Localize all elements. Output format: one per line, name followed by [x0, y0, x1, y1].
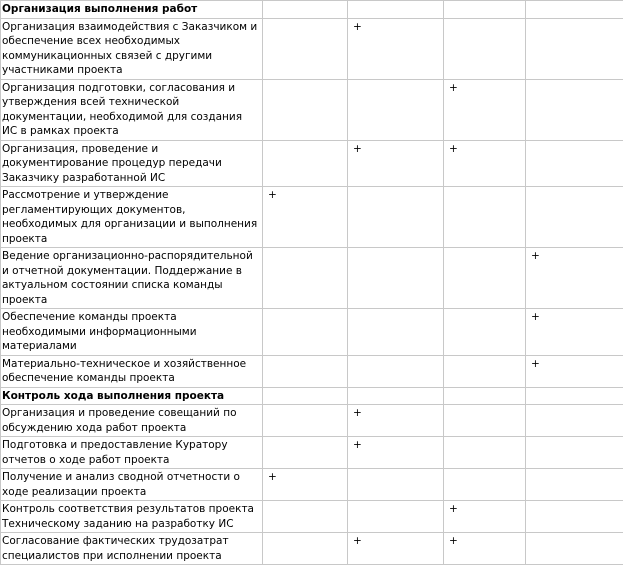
responsibility-cell [444, 405, 526, 437]
table-row [1, 140, 623, 187]
responsibility-cell [526, 187, 623, 248]
responsibility-cell [526, 405, 623, 437]
task-description: Организация подготовки, согласования и утверждения всей технической документации, необходимой для создания ИС в рамках проекта [1, 79, 263, 140]
task-description: Согласование фактических трудозатрат специалистов при исполнении проекта [1, 533, 263, 565]
table-row [1, 79, 623, 140]
responsibility-cell [263, 533, 348, 565]
responsibility-cell [526, 437, 623, 469]
responsibility-cell [263, 387, 348, 405]
responsibility-cell [526, 79, 623, 140]
responsibility-cell [263, 140, 348, 187]
responsibility-cell [348, 309, 444, 356]
responsibility-cell [526, 387, 623, 405]
section-header-row [1, 387, 623, 405]
table-row [1, 248, 623, 309]
section-title: Контроль хода выполнения проекта [1, 387, 263, 405]
responsibility-cell [348, 248, 444, 309]
section-header-row [1, 1, 623, 19]
responsibility-cell [444, 187, 526, 248]
responsibility-cell [444, 469, 526, 501]
responsibility-cell [263, 18, 348, 79]
table-row [1, 533, 623, 565]
table-row [1, 501, 623, 533]
task-description: Рассмотрение и утверждение регламентирующих документов, необходимых для организации и выполнения проекта [1, 187, 263, 248]
responsibility-cell [526, 469, 623, 501]
responsibility-cell: + [526, 309, 623, 356]
responsibility-cell [526, 1, 623, 19]
table-row [1, 405, 623, 437]
responsibility-cell: + [526, 248, 623, 309]
responsibility-cell [348, 387, 444, 405]
responsibility-cell: + [526, 355, 623, 387]
table-row [1, 309, 623, 356]
table-row [1, 18, 623, 79]
responsibility-cell [263, 79, 348, 140]
responsibility-cell [348, 501, 444, 533]
task-description: Организация взаимодействия с Заказчиком и обеспечение всех необходимых коммуникационных связей с другими участниками проекта [1, 18, 263, 79]
table-row [1, 355, 623, 387]
responsibility-cell [526, 501, 623, 533]
task-description: Контроль соответствия результатов проекта Техническому заданию на разработку ИС [1, 501, 263, 533]
responsibility-cell [526, 533, 623, 565]
responsibility-cell [263, 1, 348, 19]
responsibility-cell [348, 187, 444, 248]
responsibility-cell: + [444, 533, 526, 565]
task-description: Ведение организационно-распорядительной и отчетной документации. Поддержание в актуальном состоянии списка команды проекта [1, 248, 263, 309]
responsibility-cell [444, 18, 526, 79]
responsibility-cell [263, 437, 348, 469]
responsibility-cell [526, 140, 623, 187]
responsibility-cell: + [263, 187, 348, 248]
table-body [1, 1, 623, 565]
responsibility-cell [263, 405, 348, 437]
responsibility-cell: + [263, 469, 348, 501]
responsibility-cell [263, 309, 348, 356]
responsibility-cell [444, 437, 526, 469]
table-row [1, 187, 623, 248]
responsibility-cell [444, 387, 526, 405]
responsibility-cell [348, 1, 444, 19]
responsibility-cell [444, 355, 526, 387]
responsibility-cell [263, 248, 348, 309]
responsibility-cell: + [348, 140, 444, 187]
responsibility-cell [444, 309, 526, 356]
responsibility-cell: + [348, 533, 444, 565]
task-description: Обеспечение команды проекта необходимыми информационными материалами [1, 309, 263, 356]
responsibility-cell [444, 1, 526, 19]
responsibility-cell [348, 355, 444, 387]
responsibility-cell: + [444, 140, 526, 187]
responsibility-cell: + [444, 501, 526, 533]
table-row [1, 469, 623, 501]
task-description: Материально-техническое и хозяйственное обеспечение команды проекта [1, 355, 263, 387]
responsibility-cell [263, 355, 348, 387]
task-description: Организация, проведение и документирование процедур передачи Заказчику разработанной ИС [1, 140, 263, 187]
responsibility-cell: + [348, 437, 444, 469]
responsibility-cell [348, 79, 444, 140]
responsibility-cell [263, 501, 348, 533]
task-description: Подготовка и предоставление Куратору отчетов о ходе работ проекта [1, 437, 263, 469]
responsibility-cell: + [348, 18, 444, 79]
task-description: Получение и анализ сводной отчетности о ходе реализации проекта [1, 469, 263, 501]
task-description: Организация и проведение совещаний по обсуждению хода работ проекта [1, 405, 263, 437]
responsibility-cell: + [444, 79, 526, 140]
responsibility-cell: + [348, 405, 444, 437]
table-row [1, 437, 623, 469]
responsibility-cell [444, 248, 526, 309]
section-title: Организация выполнения работ [1, 1, 263, 19]
responsibility-cell [526, 18, 623, 79]
responsibility-cell [348, 469, 444, 501]
